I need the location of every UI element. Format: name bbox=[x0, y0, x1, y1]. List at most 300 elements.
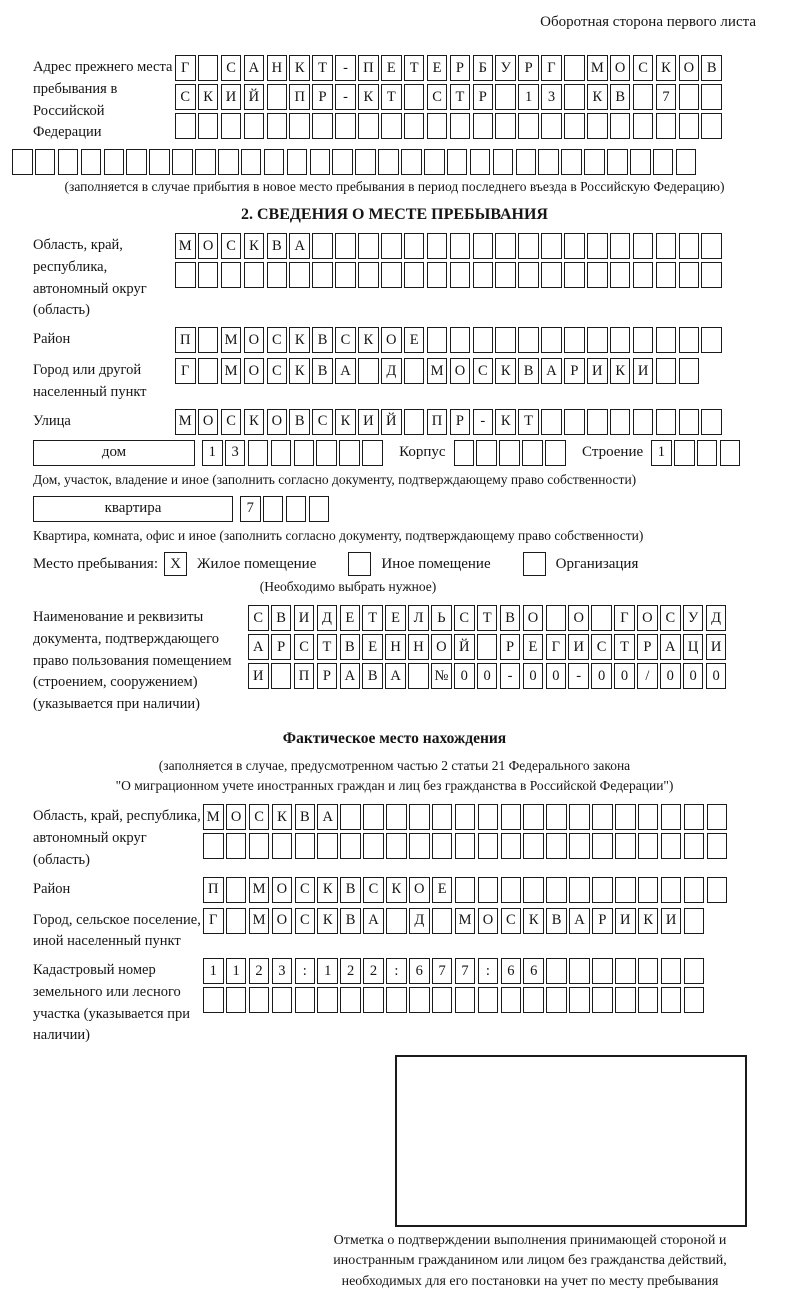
char-cell[interactable]: К bbox=[495, 358, 516, 384]
char-cell[interactable]: Т bbox=[362, 605, 383, 631]
char-cell[interactable]: С bbox=[248, 605, 269, 631]
char-cell[interactable] bbox=[523, 804, 544, 830]
char-cell[interactable]: Р bbox=[473, 84, 494, 110]
char-cell[interactable]: : bbox=[386, 958, 407, 984]
char-cell[interactable] bbox=[272, 833, 293, 859]
char-cell[interactable] bbox=[312, 113, 333, 139]
char-cell[interactable]: К bbox=[289, 55, 310, 81]
char-cell[interactable]: О bbox=[523, 605, 544, 631]
char-cell[interactable] bbox=[12, 149, 33, 175]
char-cell[interactable] bbox=[661, 833, 682, 859]
char-cell[interactable] bbox=[684, 908, 705, 934]
char-cell[interactable]: О bbox=[679, 55, 700, 81]
char-cell[interactable] bbox=[701, 262, 722, 288]
char-cell[interactable]: С bbox=[335, 327, 356, 353]
char-cell[interactable]: Г bbox=[614, 605, 635, 631]
char-cell[interactable] bbox=[294, 440, 315, 466]
char-cell[interactable]: О bbox=[637, 605, 658, 631]
char-cell[interactable]: И bbox=[294, 605, 315, 631]
checkbox-other-premises[interactable] bbox=[348, 552, 371, 576]
char-cell[interactable] bbox=[81, 149, 102, 175]
char-cell[interactable] bbox=[198, 358, 219, 384]
actual-region-row-2[interactable] bbox=[203, 833, 729, 859]
char-cell[interactable] bbox=[501, 877, 522, 903]
char-cell[interactable] bbox=[477, 634, 498, 660]
char-cell[interactable]: 1 bbox=[226, 958, 247, 984]
char-cell[interactable] bbox=[226, 833, 247, 859]
char-cell[interactable]: О bbox=[272, 877, 293, 903]
char-cell[interactable]: - bbox=[335, 84, 356, 110]
char-cell[interactable] bbox=[386, 908, 407, 934]
char-cell[interactable]: М bbox=[455, 908, 476, 934]
char-cell[interactable]: Т bbox=[477, 605, 498, 631]
char-cell[interactable] bbox=[218, 149, 239, 175]
char-cell[interactable]: К bbox=[495, 409, 516, 435]
char-cell[interactable] bbox=[175, 262, 196, 288]
char-cell[interactable] bbox=[408, 663, 429, 689]
char-cell[interactable]: О bbox=[198, 233, 219, 259]
char-cell[interactable] bbox=[495, 262, 516, 288]
char-cell[interactable]: П bbox=[427, 409, 448, 435]
char-cell[interactable] bbox=[656, 233, 677, 259]
char-cell[interactable] bbox=[518, 113, 539, 139]
char-cell[interactable]: В bbox=[362, 663, 383, 689]
char-cell[interactable]: С bbox=[501, 908, 522, 934]
char-cell[interactable] bbox=[501, 833, 522, 859]
char-cell[interactable]: Е bbox=[362, 634, 383, 660]
char-cell[interactable] bbox=[478, 804, 499, 830]
char-cell[interactable]: Т bbox=[381, 84, 402, 110]
char-cell[interactable] bbox=[198, 262, 219, 288]
char-cell[interactable]: А bbox=[660, 634, 681, 660]
char-cell[interactable]: 0 bbox=[614, 663, 635, 689]
char-cell[interactable]: П bbox=[358, 55, 379, 81]
previous-address-row-2[interactable] bbox=[175, 84, 724, 110]
char-cell[interactable] bbox=[340, 987, 361, 1013]
city-row[interactable] bbox=[175, 358, 701, 384]
char-cell[interactable] bbox=[633, 327, 654, 353]
char-cell[interactable] bbox=[661, 958, 682, 984]
char-cell[interactable] bbox=[541, 409, 562, 435]
char-cell[interactable]: Е bbox=[523, 634, 544, 660]
char-cell[interactable] bbox=[316, 440, 337, 466]
char-cell[interactable]: Р bbox=[500, 634, 521, 660]
char-cell[interactable] bbox=[404, 358, 425, 384]
char-cell[interactable] bbox=[249, 833, 270, 859]
char-cell[interactable] bbox=[638, 987, 659, 1013]
char-cell[interactable] bbox=[679, 327, 700, 353]
char-cell[interactable] bbox=[707, 877, 728, 903]
char-cell[interactable]: И bbox=[615, 908, 636, 934]
char-cell[interactable] bbox=[707, 804, 728, 830]
char-cell[interactable]: О bbox=[244, 358, 265, 384]
char-cell[interactable]: С bbox=[660, 605, 681, 631]
char-cell[interactable]: Р bbox=[592, 908, 613, 934]
char-cell[interactable]: Л bbox=[408, 605, 429, 631]
char-cell[interactable]: А bbox=[363, 908, 384, 934]
char-cell[interactable] bbox=[564, 113, 585, 139]
char-cell[interactable]: Р bbox=[317, 663, 338, 689]
char-cell[interactable] bbox=[569, 804, 590, 830]
char-cell[interactable] bbox=[495, 327, 516, 353]
char-cell[interactable] bbox=[701, 233, 722, 259]
char-cell[interactable]: Н bbox=[267, 55, 288, 81]
char-cell[interactable]: Е bbox=[381, 55, 402, 81]
char-cell[interactable]: К bbox=[358, 84, 379, 110]
char-cell[interactable]: Д bbox=[706, 605, 727, 631]
char-cell[interactable]: Р bbox=[450, 55, 471, 81]
char-cell[interactable] bbox=[546, 804, 567, 830]
char-cell[interactable] bbox=[546, 605, 567, 631]
char-cell[interactable] bbox=[592, 804, 613, 830]
char-cell[interactable] bbox=[427, 262, 448, 288]
char-cell[interactable]: Р bbox=[312, 84, 333, 110]
char-cell[interactable] bbox=[607, 149, 628, 175]
char-cell[interactable] bbox=[523, 987, 544, 1013]
char-cell[interactable] bbox=[610, 233, 631, 259]
char-cell[interactable]: Г bbox=[203, 908, 224, 934]
char-cell[interactable] bbox=[470, 149, 491, 175]
char-cell[interactable]: Ь bbox=[431, 605, 452, 631]
char-cell[interactable] bbox=[358, 113, 379, 139]
char-cell[interactable]: 0 bbox=[477, 663, 498, 689]
char-cell[interactable]: - bbox=[335, 55, 356, 81]
char-cell[interactable] bbox=[175, 113, 196, 139]
char-cell[interactable] bbox=[584, 149, 605, 175]
char-cell[interactable]: / bbox=[637, 663, 658, 689]
apartment-number-cells[interactable] bbox=[240, 496, 332, 522]
char-cell[interactable]: Й bbox=[454, 634, 475, 660]
char-cell[interactable] bbox=[409, 987, 430, 1013]
korpus-cells[interactable] bbox=[454, 440, 568, 466]
char-cell[interactable] bbox=[610, 409, 631, 435]
char-cell[interactable] bbox=[450, 262, 471, 288]
char-cell[interactable] bbox=[569, 958, 590, 984]
char-cell[interactable] bbox=[564, 409, 585, 435]
char-cell[interactable] bbox=[287, 149, 308, 175]
char-cell[interactable]: Р bbox=[271, 634, 292, 660]
char-cell[interactable]: 3 bbox=[541, 84, 562, 110]
region-row-2[interactable] bbox=[175, 262, 724, 288]
char-cell[interactable] bbox=[358, 358, 379, 384]
char-cell[interactable]: 6 bbox=[409, 958, 430, 984]
char-cell[interactable]: В bbox=[546, 908, 567, 934]
char-cell[interactable]: С bbox=[473, 358, 494, 384]
char-cell[interactable] bbox=[679, 233, 700, 259]
char-cell[interactable] bbox=[592, 987, 613, 1013]
char-cell[interactable] bbox=[198, 327, 219, 353]
char-cell[interactable] bbox=[546, 877, 567, 903]
char-cell[interactable]: П bbox=[289, 84, 310, 110]
char-cell[interactable]: 6 bbox=[501, 958, 522, 984]
char-cell[interactable] bbox=[473, 262, 494, 288]
char-cell[interactable]: Е bbox=[385, 605, 406, 631]
char-cell[interactable] bbox=[661, 987, 682, 1013]
char-cell[interactable]: О bbox=[272, 908, 293, 934]
char-cell[interactable]: 7 bbox=[656, 84, 677, 110]
char-cell[interactable] bbox=[587, 233, 608, 259]
char-cell[interactable] bbox=[295, 833, 316, 859]
char-cell[interactable]: О bbox=[226, 804, 247, 830]
char-cell[interactable] bbox=[546, 833, 567, 859]
char-cell[interactable]: О bbox=[450, 358, 471, 384]
char-cell[interactable] bbox=[564, 262, 585, 288]
char-cell[interactable] bbox=[546, 987, 567, 1013]
char-cell[interactable] bbox=[409, 833, 430, 859]
char-cell[interactable] bbox=[564, 233, 585, 259]
char-cell[interactable] bbox=[656, 113, 677, 139]
char-cell[interactable] bbox=[198, 55, 219, 81]
char-cell[interactable] bbox=[450, 233, 471, 259]
stroenie-cells[interactable] bbox=[651, 440, 743, 466]
char-cell[interactable]: С bbox=[221, 55, 242, 81]
char-cell[interactable]: В bbox=[267, 233, 288, 259]
char-cell[interactable]: Е bbox=[340, 605, 361, 631]
char-cell[interactable]: С bbox=[363, 877, 384, 903]
char-cell[interactable] bbox=[432, 833, 453, 859]
char-cell[interactable] bbox=[172, 149, 193, 175]
char-cell[interactable]: М bbox=[175, 233, 196, 259]
previous-address-row-3[interactable] bbox=[175, 113, 724, 139]
char-cell[interactable] bbox=[610, 113, 631, 139]
char-cell[interactable]: К bbox=[289, 358, 310, 384]
char-cell[interactable] bbox=[569, 987, 590, 1013]
char-cell[interactable]: К bbox=[335, 409, 356, 435]
char-cell[interactable]: 7 bbox=[455, 958, 476, 984]
char-cell[interactable]: В bbox=[701, 55, 722, 81]
char-cell[interactable] bbox=[518, 262, 539, 288]
actual-city-row[interactable] bbox=[203, 908, 707, 934]
char-cell[interactable]: К bbox=[317, 908, 338, 934]
char-cell[interactable] bbox=[335, 262, 356, 288]
checkbox-organization[interactable] bbox=[523, 552, 546, 576]
char-cell[interactable]: : bbox=[478, 958, 499, 984]
char-cell[interactable] bbox=[707, 833, 728, 859]
char-cell[interactable]: К bbox=[610, 358, 631, 384]
confirmation-stamp-box[interactable] bbox=[395, 1055, 747, 1227]
char-cell[interactable] bbox=[523, 877, 544, 903]
char-cell[interactable]: М bbox=[249, 908, 270, 934]
char-cell[interactable] bbox=[335, 233, 356, 259]
char-cell[interactable]: А bbox=[248, 634, 269, 660]
char-cell[interactable] bbox=[495, 84, 516, 110]
char-cell[interactable] bbox=[363, 804, 384, 830]
char-cell[interactable] bbox=[615, 877, 636, 903]
char-cell[interactable] bbox=[564, 327, 585, 353]
char-cell[interactable] bbox=[363, 833, 384, 859]
char-cell[interactable]: В bbox=[289, 409, 310, 435]
char-cell[interactable] bbox=[569, 877, 590, 903]
char-cell[interactable] bbox=[564, 55, 585, 81]
char-cell[interactable]: В bbox=[271, 605, 292, 631]
char-cell[interactable] bbox=[104, 149, 125, 175]
char-cell[interactable] bbox=[203, 833, 224, 859]
char-cell[interactable]: Т bbox=[450, 84, 471, 110]
document-row-1[interactable] bbox=[248, 605, 729, 631]
char-cell[interactable] bbox=[541, 327, 562, 353]
char-cell[interactable]: А bbox=[317, 804, 338, 830]
char-cell[interactable]: К bbox=[317, 877, 338, 903]
char-cell[interactable]: С bbox=[633, 55, 654, 81]
char-cell[interactable]: Т bbox=[317, 634, 338, 660]
char-cell[interactable] bbox=[661, 877, 682, 903]
previous-address-row-4[interactable] bbox=[12, 149, 756, 175]
char-cell[interactable]: С bbox=[312, 409, 333, 435]
cadastre-row-1[interactable] bbox=[203, 958, 707, 984]
char-cell[interactable] bbox=[630, 149, 651, 175]
char-cell[interactable]: О bbox=[198, 409, 219, 435]
char-cell[interactable]: 2 bbox=[340, 958, 361, 984]
char-cell[interactable]: В bbox=[610, 84, 631, 110]
char-cell[interactable] bbox=[701, 409, 722, 435]
char-cell[interactable] bbox=[427, 327, 448, 353]
previous-address-row-1[interactable] bbox=[175, 55, 724, 81]
char-cell[interactable] bbox=[401, 149, 422, 175]
char-cell[interactable]: Ц bbox=[683, 634, 704, 660]
char-cell[interactable] bbox=[289, 113, 310, 139]
char-cell[interactable]: В bbox=[312, 358, 333, 384]
char-cell[interactable] bbox=[638, 804, 659, 830]
char-cell[interactable] bbox=[263, 496, 284, 522]
char-cell[interactable]: М bbox=[587, 55, 608, 81]
char-cell[interactable]: С bbox=[591, 634, 612, 660]
char-cell[interactable]: К bbox=[523, 908, 544, 934]
char-cell[interactable]: С bbox=[221, 233, 242, 259]
char-cell[interactable]: Г bbox=[175, 55, 196, 81]
char-cell[interactable]: 0 bbox=[454, 663, 475, 689]
char-cell[interactable] bbox=[610, 262, 631, 288]
checkbox-residential[interactable]: X bbox=[164, 552, 187, 576]
char-cell[interactable] bbox=[378, 149, 399, 175]
char-cell[interactable] bbox=[427, 233, 448, 259]
char-cell[interactable] bbox=[317, 987, 338, 1013]
char-cell[interactable]: Й bbox=[244, 84, 265, 110]
char-cell[interactable] bbox=[358, 262, 379, 288]
char-cell[interactable] bbox=[656, 262, 677, 288]
char-cell[interactable] bbox=[362, 440, 383, 466]
char-cell[interactable] bbox=[610, 327, 631, 353]
region-row-1[interactable] bbox=[175, 233, 724, 259]
char-cell[interactable] bbox=[638, 958, 659, 984]
char-cell[interactable] bbox=[455, 877, 476, 903]
char-cell[interactable]: И bbox=[587, 358, 608, 384]
char-cell[interactable] bbox=[546, 958, 567, 984]
char-cell[interactable] bbox=[427, 113, 448, 139]
char-cell[interactable]: Д bbox=[317, 605, 338, 631]
char-cell[interactable]: Р bbox=[518, 55, 539, 81]
char-cell[interactable]: И bbox=[706, 634, 727, 660]
char-cell[interactable]: А bbox=[541, 358, 562, 384]
char-cell[interactable]: 2 bbox=[249, 958, 270, 984]
char-cell[interactable] bbox=[363, 987, 384, 1013]
char-cell[interactable]: 1 bbox=[202, 440, 223, 466]
char-cell[interactable]: 6 bbox=[523, 958, 544, 984]
char-cell[interactable] bbox=[355, 149, 376, 175]
char-cell[interactable]: С bbox=[221, 409, 242, 435]
char-cell[interactable] bbox=[198, 113, 219, 139]
char-cell[interactable] bbox=[720, 440, 741, 466]
char-cell[interactable] bbox=[126, 149, 147, 175]
char-cell[interactable] bbox=[226, 908, 247, 934]
char-cell[interactable] bbox=[339, 440, 360, 466]
char-cell[interactable]: Б bbox=[473, 55, 494, 81]
char-cell[interactable]: П bbox=[175, 327, 196, 353]
char-cell[interactable] bbox=[340, 804, 361, 830]
char-cell[interactable] bbox=[684, 987, 705, 1013]
char-cell[interactable]: А bbox=[289, 233, 310, 259]
char-cell[interactable] bbox=[541, 262, 562, 288]
char-cell[interactable] bbox=[424, 149, 445, 175]
char-cell[interactable]: А bbox=[569, 908, 590, 934]
char-cell[interactable]: 3 bbox=[225, 440, 246, 466]
char-cell[interactable]: Е bbox=[427, 55, 448, 81]
char-cell[interactable] bbox=[203, 987, 224, 1013]
char-cell[interactable] bbox=[248, 440, 269, 466]
char-cell[interactable]: О bbox=[610, 55, 631, 81]
char-cell[interactable]: К bbox=[358, 327, 379, 353]
char-cell[interactable] bbox=[684, 877, 705, 903]
char-cell[interactable] bbox=[679, 409, 700, 435]
char-cell[interactable]: С bbox=[175, 84, 196, 110]
char-cell[interactable]: Г bbox=[546, 634, 567, 660]
char-cell[interactable] bbox=[516, 149, 537, 175]
char-cell[interactable] bbox=[653, 149, 674, 175]
char-cell[interactable]: О bbox=[431, 634, 452, 660]
char-cell[interactable] bbox=[679, 84, 700, 110]
char-cell[interactable]: И bbox=[633, 358, 654, 384]
char-cell[interactable] bbox=[244, 113, 265, 139]
char-cell[interactable] bbox=[501, 804, 522, 830]
char-cell[interactable]: 3 bbox=[272, 958, 293, 984]
char-cell[interactable] bbox=[358, 233, 379, 259]
char-cell[interactable]: 0 bbox=[591, 663, 612, 689]
char-cell[interactable] bbox=[684, 833, 705, 859]
char-cell[interactable] bbox=[495, 113, 516, 139]
char-cell[interactable]: И bbox=[248, 663, 269, 689]
char-cell[interactable] bbox=[309, 496, 330, 522]
char-cell[interactable]: К bbox=[244, 409, 265, 435]
char-cell[interactable] bbox=[271, 663, 292, 689]
char-cell[interactable]: М bbox=[427, 358, 448, 384]
char-cell[interactable] bbox=[335, 113, 356, 139]
char-cell[interactable]: П bbox=[294, 663, 315, 689]
char-cell[interactable] bbox=[381, 113, 402, 139]
char-cell[interactable] bbox=[289, 262, 310, 288]
char-cell[interactable] bbox=[615, 804, 636, 830]
char-cell[interactable] bbox=[226, 987, 247, 1013]
char-cell[interactable]: : bbox=[295, 958, 316, 984]
char-cell[interactable] bbox=[679, 113, 700, 139]
char-cell[interactable] bbox=[286, 496, 307, 522]
char-cell[interactable] bbox=[684, 804, 705, 830]
char-cell[interactable] bbox=[676, 149, 697, 175]
char-cell[interactable] bbox=[679, 358, 700, 384]
char-cell[interactable]: - bbox=[473, 409, 494, 435]
char-cell[interactable]: А bbox=[385, 663, 406, 689]
char-cell[interactable]: С bbox=[295, 908, 316, 934]
char-cell[interactable]: 0 bbox=[546, 663, 567, 689]
char-cell[interactable]: - bbox=[568, 663, 589, 689]
char-cell[interactable]: Т bbox=[518, 409, 539, 435]
char-cell[interactable] bbox=[615, 958, 636, 984]
char-cell[interactable] bbox=[404, 233, 425, 259]
char-cell[interactable] bbox=[386, 987, 407, 1013]
char-cell[interactable]: 1 bbox=[203, 958, 224, 984]
char-cell[interactable] bbox=[701, 327, 722, 353]
char-cell[interactable] bbox=[35, 149, 56, 175]
char-cell[interactable]: Г bbox=[175, 358, 196, 384]
char-cell[interactable] bbox=[633, 84, 654, 110]
